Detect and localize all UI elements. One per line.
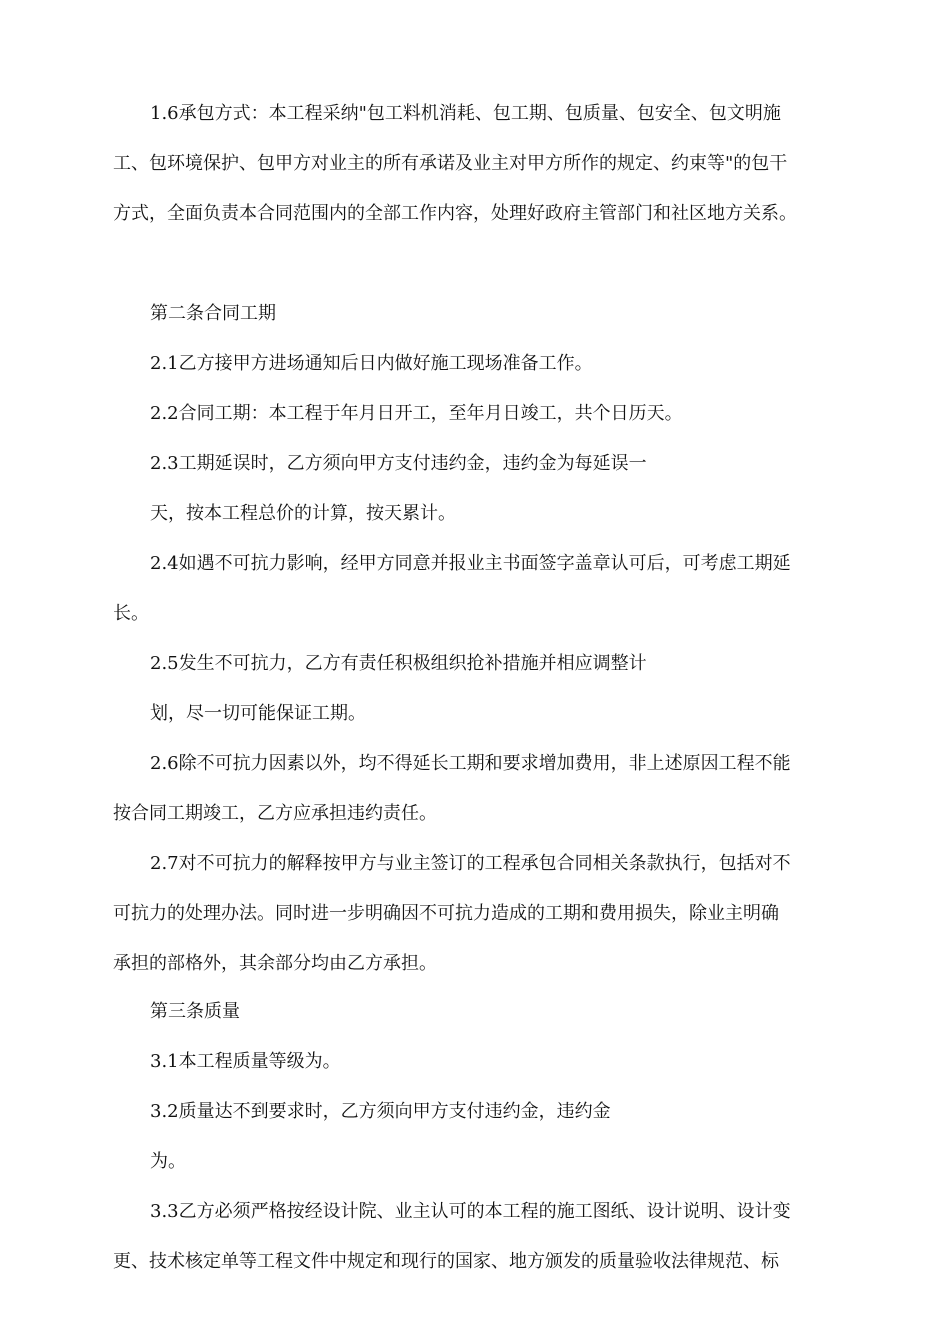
clause-2-5-line-1: 2.5发生不可抗力，乙方有责任积极组织抢补措施并相应调整计 xyxy=(150,653,647,674)
clause-2-7-line-2: 可抗力的处理办法。同时进一步明确因不可抗力造成的工期和费用损失，除业主明确 xyxy=(113,903,779,924)
clause-2-7-line-1: 2.7对不可抗力的解释按甲方与业主签订的工程承包合同相关条款执行，包括对不 xyxy=(150,853,791,874)
clause-2-3-line-2: 天，按本工程总价的计算，按天累计。 xyxy=(150,503,456,524)
clause-2-4-line-2: 长。 xyxy=(113,603,149,624)
clause-1-6-line-1: 1.6承包方式：本工程采纳"包工料机消耗、包工期、包质量、包安全、包文明施 xyxy=(150,103,781,124)
clause-2-6-line-1: 2.6除不可抗力因素以外，均不得延长工期和要求增加费用，非上述原因工程不能 xyxy=(150,753,791,774)
section-2-heading: 第二条合同工期 xyxy=(150,303,276,324)
clause-1-6-line-3: 方式，全面负责本合同范围内的全部工作内容，处理好政府主管部门和社区地方关系。 xyxy=(113,203,797,224)
clause-3-2-line-1: 3.2质量达不到要求时，乙方须向甲方支付违约金，违约金 xyxy=(150,1101,611,1122)
clause-3-2-line-2: 为。 xyxy=(150,1151,186,1172)
clause-3-1: 3.1本工程质量等级为。 xyxy=(150,1051,341,1072)
clause-2-6-line-2: 按合同工期竣工，乙方应承担违约责任。 xyxy=(113,803,437,824)
clause-3-3-line-2: 更、技术核定单等工程文件中规定和现行的国家、地方颁发的质量验收法律规范、标 xyxy=(113,1251,779,1272)
clause-1-6-line-2: 工、包环境保护、包甲方对业主的所有承诺及业主对甲方所作的规定、约束等"的包干 xyxy=(113,153,788,174)
clause-2-5-line-2: 划，尽一切可能保证工期。 xyxy=(150,703,366,724)
clause-2-4-line-1: 2.4如遇不可抗力影响，经甲方同意并报业主书面签字盖章认可后，可考虑工期延 xyxy=(150,553,791,574)
clause-2-1: 2.1乙方接甲方进场通知后日内做好施工现场准备工作。 xyxy=(150,353,593,374)
clause-3-3-line-1: 3.3乙方必须严格按经设计院、业主认可的本工程的施工图纸、设计说明、设计变 xyxy=(150,1201,791,1222)
clause-2-3-line-1: 2.3工期延误时，乙方须向甲方支付违约金，违约金为每延误一 xyxy=(150,453,647,474)
section-3-heading: 第三条质量 xyxy=(150,1001,240,1022)
clause-2-7-line-3: 承担的部格外，其余部分均由乙方承担。 xyxy=(113,953,437,974)
clause-2-2: 2.2合同工期：本工程于年月日开工，至年月日竣工，共个日历天。 xyxy=(150,403,683,424)
